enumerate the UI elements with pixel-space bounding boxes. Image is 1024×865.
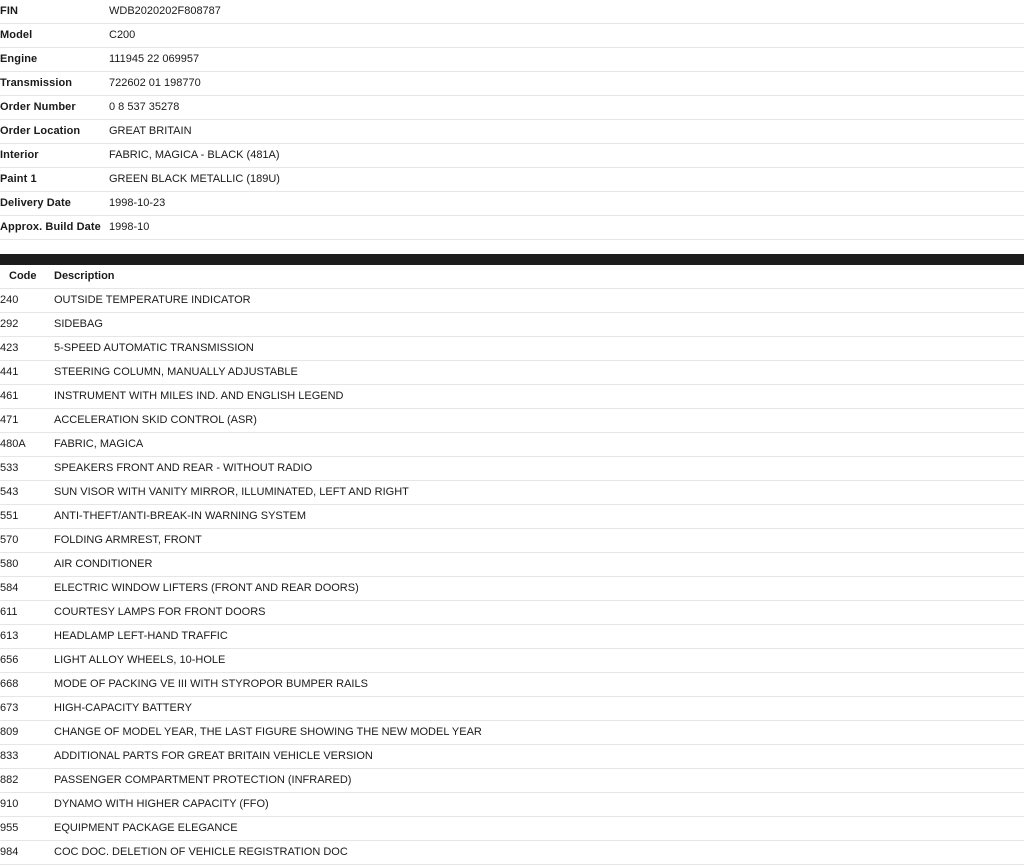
equipment-code: 656 [0, 654, 19, 666]
section-spacer [0, 240, 1024, 254]
equipment-description: PASSENGER COMPARTMENT PROTECTION (INFRARED) [54, 774, 352, 786]
equipment-code: 833 [0, 750, 19, 762]
equipment-description: STEERING COLUMN, MANUALLY ADJUSTABLE [54, 366, 298, 378]
equipment-description: OUTSIDE TEMPERATURE INDICATOR [54, 294, 251, 306]
spec-value: FABRIC, MAGICA - BLACK (481A) [109, 149, 280, 161]
equipment-codes-table [0, 265, 1024, 865]
equipment-table-head [0, 265, 1024, 289]
spec-value: 1998-10 [109, 221, 150, 233]
equipment-table-body [0, 289, 1024, 865]
equipment-header-row [0, 265, 1024, 289]
table-row [0, 313, 1024, 337]
spec-row [0, 216, 1024, 240]
equipment-code: 809 [0, 726, 19, 738]
spec-label: Model [0, 29, 33, 41]
table-row [0, 841, 1024, 865]
column-header-description: Description [54, 270, 115, 282]
spec-value: 1998-10-23 [109, 197, 166, 209]
equipment-description: SUN VISOR WITH VANITY MIRROR, ILLUMINATED, LEFT AND RIGHT [54, 486, 409, 498]
equipment-description: FABRIC, MAGICA [54, 438, 144, 450]
spec-row [0, 96, 1024, 120]
table-row [0, 385, 1024, 409]
table-row [0, 553, 1024, 577]
spec-label: Transmission [0, 77, 73, 89]
table-row [0, 745, 1024, 769]
spec-value: C200 [109, 29, 136, 41]
equipment-description: HEADLAMP LEFT-HAND TRAFFIC [54, 630, 228, 642]
table-row [0, 673, 1024, 697]
equipment-code: 533 [0, 462, 19, 474]
equipment-code: 292 [0, 318, 19, 330]
spec-row [0, 120, 1024, 144]
equipment-code: 673 [0, 702, 19, 714]
table-row [0, 289, 1024, 313]
equipment-description: HIGH-CAPACITY BATTERY [54, 702, 192, 714]
equipment-description: AIR CONDITIONER [54, 558, 153, 570]
spec-label: FIN [0, 5, 19, 17]
spec-label: Engine [0, 53, 38, 65]
table-row [0, 505, 1024, 529]
table-row [0, 721, 1024, 745]
spec-label: Interior [0, 149, 39, 161]
equipment-code: 480A [0, 438, 26, 450]
spec-value: 0 8 537 35278 [109, 101, 180, 113]
equipment-description: SIDEBAG [54, 318, 103, 330]
table-row [0, 769, 1024, 793]
equipment-code: 910 [0, 798, 19, 810]
spec-row [0, 168, 1024, 192]
equipment-code: 551 [0, 510, 19, 522]
vehicle-spec-body [0, 0, 1024, 240]
equipment-description: CHANGE OF MODEL YEAR, THE LAST FIGURE SHOWING THE NEW MODEL YEAR [54, 726, 482, 738]
equipment-description: ADDITIONAL PARTS FOR GREAT BRITAIN VEHICLE VERSION [54, 750, 373, 762]
vehicle-spec-table [0, 0, 1024, 240]
spec-value: 722602 01 198770 [109, 77, 201, 89]
table-row [0, 601, 1024, 625]
spec-row [0, 0, 1024, 24]
table-row [0, 625, 1024, 649]
spec-value: WDB2020202F808787 [109, 5, 221, 17]
table-row [0, 433, 1024, 457]
equipment-code: 570 [0, 534, 19, 546]
spec-row [0, 24, 1024, 48]
equipment-code: 613 [0, 630, 19, 642]
column-header-code: Code [9, 270, 37, 282]
equipment-description: ANTI-THEFT/ANTI-BREAK-IN WARNING SYSTEM [54, 510, 306, 522]
spec-row [0, 48, 1024, 72]
equipment-code: 611 [0, 606, 18, 618]
table-row [0, 457, 1024, 481]
equipment-code: 882 [0, 774, 19, 786]
spec-row [0, 144, 1024, 168]
spec-row [0, 192, 1024, 216]
equipment-description: LIGHT ALLOY WHEELS, 10-HOLE [54, 654, 226, 666]
spec-label: Delivery Date [0, 197, 72, 209]
table-row [0, 481, 1024, 505]
equipment-code: 461 [0, 390, 19, 402]
equipment-description: ACCELERATION SKID CONTROL (ASR) [54, 414, 257, 426]
equipment-description: COURTESY LAMPS FOR FRONT DOORS [54, 606, 266, 618]
equipment-description: COC DOC. DELETION OF VEHICLE REGISTRATION DOC [54, 846, 348, 858]
table-row [0, 409, 1024, 433]
equipment-code: 240 [0, 294, 19, 306]
spec-value: GREAT BRITAIN [109, 125, 192, 137]
spec-label: Paint 1 [0, 173, 37, 185]
equipment-code: 668 [0, 678, 19, 690]
table-row [0, 577, 1024, 601]
table-row [0, 649, 1024, 673]
equipment-code: 441 [0, 366, 19, 378]
equipment-description: FOLDING ARMREST, FRONT [54, 534, 202, 546]
equipment-code: 984 [0, 846, 19, 858]
spec-label: Approx. Build Date [0, 221, 101, 233]
spec-label: Order Location [0, 125, 81, 137]
spec-row [0, 72, 1024, 96]
equipment-description: DYNAMO WITH HIGHER CAPACITY (FFO) [54, 798, 269, 810]
table-row [0, 529, 1024, 553]
spec-value: GREEN BLACK METALLIC (189U) [109, 173, 280, 185]
table-row [0, 817, 1024, 841]
equipment-code: 423 [0, 342, 19, 354]
equipment-description: EQUIPMENT PACKAGE ELEGANCE [54, 822, 238, 834]
table-row [0, 697, 1024, 721]
table-row [0, 793, 1024, 817]
equipment-code: 580 [0, 558, 19, 570]
equipment-description: ELECTRIC WINDOW LIFTERS (FRONT AND REAR DOORS) [54, 582, 359, 594]
equipment-description: SPEAKERS FRONT AND REAR - WITHOUT RADIO [54, 462, 313, 474]
equipment-code: 543 [0, 486, 19, 498]
table-row [0, 337, 1024, 361]
section-divider-bar [0, 254, 1024, 265]
equipment-code: 955 [0, 822, 19, 834]
equipment-code: 471 [0, 414, 19, 426]
spec-value: 111945 22 069957 [109, 53, 200, 65]
table-row [0, 361, 1024, 385]
equipment-code: 584 [0, 582, 19, 594]
equipment-description: MODE OF PACKING VE III WITH STYROPOR BUMPER RAILS [54, 678, 368, 690]
equipment-description: 5-SPEED AUTOMATIC TRANSMISSION [54, 342, 254, 354]
equipment-description: INSTRUMENT WITH MILES IND. AND ENGLISH LEGEND [54, 390, 344, 402]
spec-label: Order Number [0, 101, 76, 113]
